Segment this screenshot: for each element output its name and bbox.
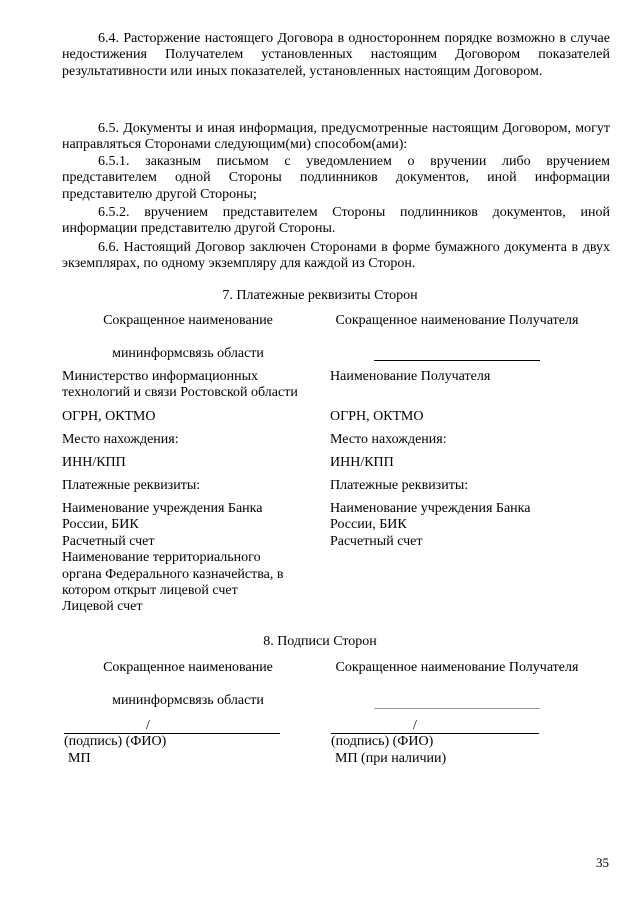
s8-left-sig-caption: (подпись) (ФИО) bbox=[64, 734, 167, 749]
s8-right-slash: / bbox=[413, 718, 417, 733]
s8-left-name: мининформсвязь области bbox=[112, 693, 264, 708]
s8-left-stamp: МП bbox=[68, 751, 91, 766]
clause-6-4: 6.4. Расторжение настоящего Договора в одностороннем порядке возможно в случае недостижения Получателем установленных настоящим Договором показателей результативности или иных показателей, установленных настоящим Договором. bbox=[62, 31, 610, 79]
s8-right-header: Сокращенное наименование Получателя bbox=[335, 660, 579, 675]
section-8-title: 8. Подписи Сторон bbox=[263, 634, 377, 649]
s7-row-address-left: Место нахождения: bbox=[62, 432, 179, 447]
s7-bank-right-account: Расчетный счет bbox=[330, 533, 423, 549]
s7-bank-right-bank: Наименование учреждения Банка России, БИК bbox=[330, 501, 531, 533]
s7-row-name-left: Министерство информационных технологий и связи Ростовской области bbox=[62, 369, 298, 401]
clause-6-5: 6.5. Документы и иная информация, предусмотренные настоящим Договором, могут направляться Сторонами следующим(ми) способом(ами): bbox=[62, 121, 610, 153]
s7-row-payment-left: Платежные реквизиты: bbox=[62, 478, 201, 493]
s7-bank-right bbox=[330, 501, 552, 550]
s7-left-header: Сокращенное наименование bbox=[103, 313, 273, 328]
s7-bank-left-treasury: Наименование территориального органа Федерального казначейства, в котором открыт лицевой счет bbox=[62, 550, 284, 599]
clause-6-5-1: 6.5.1. заказным письмом с уведомлением о вручении либо вручением представителем одной Стороны подлинников документов, иной информации представителю другой Стороны; bbox=[62, 154, 610, 202]
page-number: 35 bbox=[596, 855, 609, 870]
s7-bank-left-bank: Наименование учреждения Банка России, БИК bbox=[62, 501, 263, 533]
s7-right-header: Сокращенное наименование Получателя bbox=[335, 313, 579, 328]
s7-row-inn-right: ИНН/КПП bbox=[330, 455, 394, 470]
s7-bank-left-personal-account: Лицевой счет bbox=[62, 599, 143, 615]
s7-row-address-right: Место нахождения: bbox=[330, 432, 447, 447]
s7-row-name-right: Наименование Получателя bbox=[330, 369, 491, 384]
s7-bank-left bbox=[62, 501, 284, 616]
s7-row-ogrn-right: ОГРН, ОКТМО bbox=[330, 409, 424, 424]
s7-row-payment-right: Платежные реквизиты: bbox=[330, 478, 469, 493]
s7-right-name-line bbox=[374, 360, 540, 361]
s8-right-name-line bbox=[374, 708, 540, 709]
s8-left-header: Сокращенное наименование bbox=[103, 660, 273, 675]
section-7-title: 7. Платежные реквизиты Сторон bbox=[222, 288, 418, 303]
s7-bank-left-account: Расчетный счет bbox=[62, 533, 155, 549]
s7-left-name: мининформсвязь области bbox=[112, 346, 264, 361]
s8-left-slash: / bbox=[146, 718, 150, 733]
s7-row-ogrn-left: ОГРН, ОКТМО bbox=[62, 409, 156, 424]
s7-row-inn-left: ИНН/КПП bbox=[62, 455, 126, 470]
s8-right-sig-caption: (подпись) (ФИО) bbox=[331, 734, 434, 749]
clause-6-5-2: 6.5.2. вручением представителем Стороны подлинников документов, иной информации представителю другой Стороны. bbox=[62, 205, 610, 237]
s8-right-stamp: МП (при наличии) bbox=[335, 751, 447, 766]
clause-6-6: 6.6. Настоящий Договор заключен Сторонами в форме бумажного документа в двух экземплярах, по одному экземпляру для каждой из Сторон. bbox=[62, 240, 610, 272]
